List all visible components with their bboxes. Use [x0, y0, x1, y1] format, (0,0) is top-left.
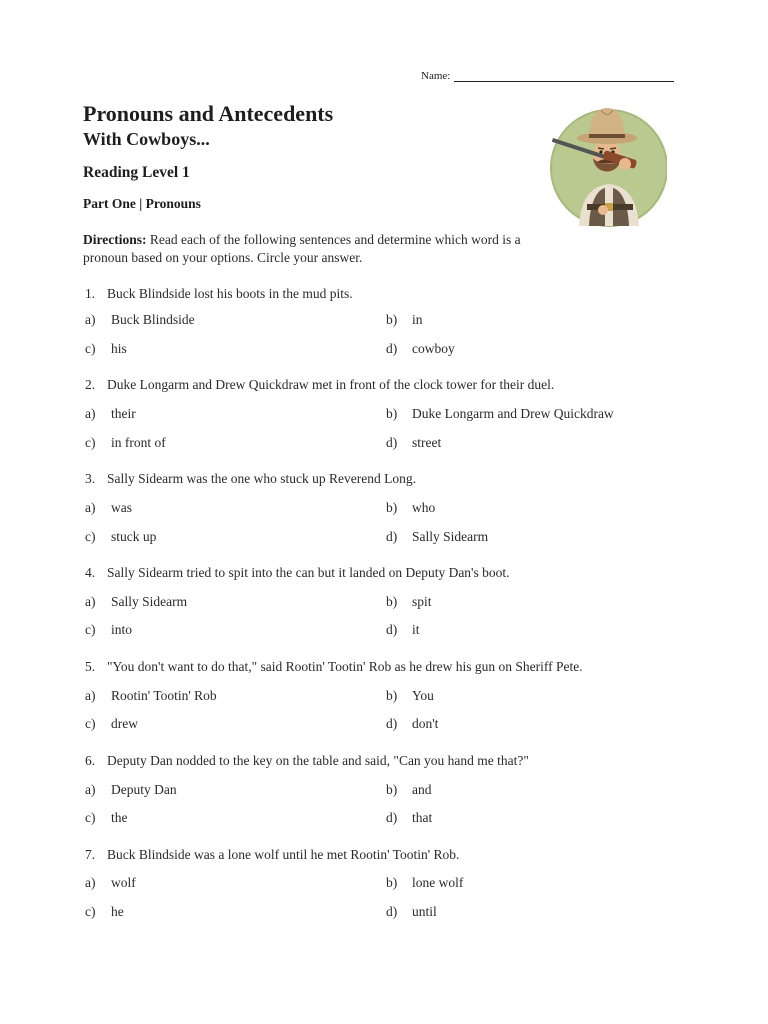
- option-letter: a): [85, 406, 96, 421]
- question-1: [85, 286, 353, 302]
- option-letter: c): [85, 529, 96, 544]
- option-text: was: [111, 500, 132, 515]
- option-4a[interactable]: [85, 594, 187, 610]
- question-6: [85, 753, 529, 769]
- option-5b[interactable]: [386, 688, 434, 704]
- option-text: Buck Blindside: [111, 312, 195, 327]
- question-7: [85, 847, 459, 863]
- worksheet-subtitle: With Cowboys...: [83, 129, 210, 149]
- option-letter: d): [386, 341, 398, 356]
- option-text: and: [412, 782, 432, 797]
- name-field-row: [421, 70, 674, 82]
- question-number: 5.: [85, 659, 96, 674]
- option-letter: c): [85, 622, 96, 637]
- option-5c[interactable]: [85, 716, 138, 732]
- option-text: stuck up: [111, 529, 157, 544]
- option-text: cowboy: [412, 341, 455, 356]
- option-letter: b): [386, 594, 398, 609]
- option-letter: c): [85, 810, 96, 825]
- option-text: Duke Longarm and Drew Quickdraw: [412, 406, 614, 421]
- option-4b[interactable]: [386, 594, 432, 610]
- directions-label: Directions:: [83, 232, 147, 247]
- option-7a[interactable]: [85, 875, 136, 891]
- option-letter: b): [386, 312, 398, 327]
- question-text: Sally Sidearm tried to spit into the can but it landed on Deputy Dan's boot.: [107, 565, 510, 580]
- option-text: until: [412, 904, 437, 919]
- option-2b[interactable]: [386, 406, 614, 422]
- option-text: who: [412, 500, 436, 515]
- option-letter: b): [386, 875, 398, 890]
- option-text: their: [111, 406, 136, 421]
- option-1a[interactable]: [85, 312, 195, 328]
- option-text: Rootin' Tootin' Rob: [111, 688, 217, 703]
- question-number: 6.: [85, 753, 96, 768]
- option-letter: d): [386, 810, 398, 825]
- name-blank-line[interactable]: [454, 70, 674, 82]
- option-4d[interactable]: [386, 622, 420, 638]
- option-letter: b): [386, 782, 398, 797]
- option-text: he: [111, 904, 124, 919]
- option-1d[interactable]: [386, 341, 455, 357]
- question-text: Buck Blindside was a lone wolf until he met Rootin' Tootin' Rob.: [107, 847, 460, 862]
- option-2a[interactable]: [85, 406, 136, 422]
- question-3: [85, 471, 416, 487]
- option-letter: a): [85, 312, 96, 327]
- question-text: Duke Longarm and Drew Quickdraw met in front of the clock tower for their duel.: [107, 377, 555, 392]
- question-text: Deputy Dan nodded to the key on the table and said, "Can you hand me that?": [107, 753, 529, 768]
- question-number: 3.: [85, 471, 96, 486]
- option-letter: c): [85, 341, 96, 356]
- option-7c[interactable]: [85, 904, 124, 920]
- option-text: You: [412, 688, 434, 703]
- option-letter: d): [386, 904, 398, 919]
- option-text: wolf: [111, 875, 136, 890]
- option-text: drew: [111, 716, 138, 731]
- option-letter: a): [85, 688, 96, 703]
- option-7b[interactable]: [386, 875, 463, 891]
- question-number: 7.: [85, 847, 96, 862]
- option-letter: d): [386, 716, 398, 731]
- option-text: his: [111, 341, 127, 356]
- option-6c[interactable]: [85, 810, 128, 826]
- option-letter: b): [386, 500, 398, 515]
- option-text: don't: [412, 716, 439, 731]
- option-text: Deputy Dan: [111, 782, 177, 797]
- name-label: Name:: [421, 70, 451, 82]
- option-text: street: [412, 435, 442, 450]
- option-text: lone wolf: [412, 875, 464, 890]
- option-text: the: [111, 810, 128, 825]
- option-text: it: [412, 622, 420, 637]
- option-letter: c): [85, 435, 96, 450]
- option-letter: d): [386, 622, 398, 637]
- option-3b[interactable]: [386, 500, 435, 516]
- option-letter: a): [85, 782, 96, 797]
- option-6b[interactable]: [386, 782, 432, 798]
- question-number: 1.: [85, 286, 96, 301]
- option-3a[interactable]: [85, 500, 132, 516]
- question-text: Sally Sidearm was the one who stuck up Reverend Long.: [107, 471, 416, 486]
- directions-paragraph: [83, 231, 523, 266]
- option-6d[interactable]: [386, 810, 432, 826]
- option-2d[interactable]: [386, 435, 441, 451]
- question-2: [85, 377, 554, 393]
- part-heading: Part One | Pronouns: [83, 196, 201, 211]
- option-letter: c): [85, 904, 96, 919]
- option-letter: a): [85, 875, 96, 890]
- directions-text: Read each of the following sentences and determine which word is a pronoun based on your options. Circle your answer.: [83, 232, 521, 265]
- cowboy-illustration: [543, 98, 667, 228]
- question-5: [85, 659, 583, 675]
- reading-level-heading: Reading Level 1: [83, 164, 190, 181]
- option-text: Sally Sidearm: [412, 529, 489, 544]
- option-1c[interactable]: [85, 341, 127, 357]
- option-letter: a): [85, 594, 96, 609]
- option-letter: a): [85, 500, 96, 515]
- question-text: Buck Blindside lost his boots in the mud pits.: [107, 286, 353, 301]
- option-5a[interactable]: [85, 688, 217, 704]
- option-text: in front of: [111, 435, 166, 450]
- option-1b[interactable]: [386, 312, 423, 328]
- option-text: that: [412, 810, 433, 825]
- worksheet-title: Pronouns and Antecedents: [83, 101, 334, 126]
- option-5d[interactable]: [386, 716, 438, 732]
- option-7d[interactable]: [386, 904, 437, 920]
- option-text: spit: [412, 594, 432, 609]
- option-text: into: [111, 622, 133, 637]
- option-4c[interactable]: [85, 622, 132, 638]
- option-2c[interactable]: [85, 435, 166, 451]
- option-letter: c): [85, 716, 96, 731]
- option-letter: d): [386, 435, 398, 450]
- option-3c[interactable]: [85, 529, 156, 545]
- option-letter: b): [386, 688, 398, 703]
- question-4: [85, 565, 510, 581]
- option-3d[interactable]: [386, 529, 488, 545]
- option-text: in: [412, 312, 423, 327]
- option-text: Sally Sidearm: [111, 594, 188, 609]
- option-letter: d): [386, 529, 398, 544]
- question-number: 4.: [85, 565, 96, 580]
- option-6a[interactable]: [85, 782, 177, 798]
- question-text: "You don't want to do that," said Rootin' Tootin' Rob as he drew his gun on Sheriff Pete.: [107, 659, 583, 674]
- question-number: 2.: [85, 377, 96, 392]
- option-letter: b): [386, 406, 398, 421]
